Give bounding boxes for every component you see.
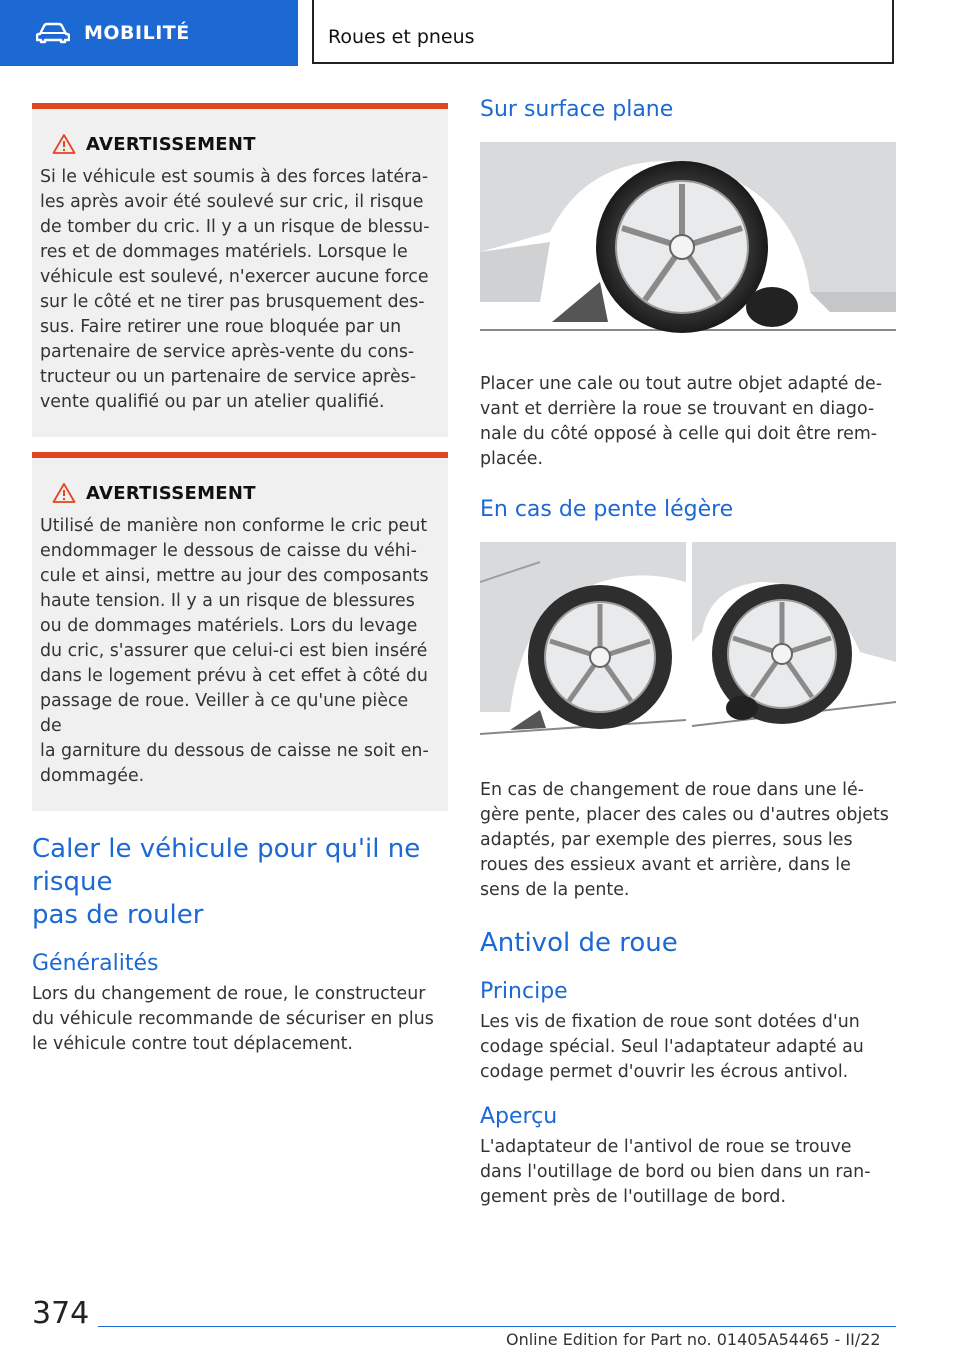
- right-column: [480, 96, 896, 1210]
- warning-triangle-icon: [52, 482, 76, 504]
- generalites-text: Lors du changement de roue, le constructeur du véhicule recommande de sécuriser en plus le véhicule contre tout déplacement.: [32, 984, 434, 1054]
- page-number: 374: [32, 1296, 90, 1331]
- wheel-flat-illustration: [480, 142, 896, 334]
- subsection-title-flat: Sur surface plane: [480, 97, 674, 122]
- flat-text: Placer une cale ou tout autre objet adapté de- vant et derrière la roue se trouvant en diago- nale du côté opposé à celle qui doit être rem- placée.: [480, 374, 882, 469]
- warning-box: [32, 103, 448, 437]
- figure-wheel-slope: [480, 542, 896, 740]
- warning-title: AVERTISSEMENT: [86, 482, 256, 504]
- section-label: MOBILITÉ: [84, 22, 190, 44]
- subsection-title-generalites: Généralités: [32, 951, 159, 976]
- slope-text: En cas de changement de roue dans une lé- gère pente, placer des cales ou d'autres objets adaptés, par exemple des pierres, sous les roues des essieux avant et arrière, dans le sens de la pente.: [480, 780, 889, 900]
- footer-divider: [98, 1326, 896, 1327]
- left-column: [32, 103, 448, 1057]
- warning-title: AVERTISSEMENT: [86, 133, 256, 155]
- figure-wheel-flat: [480, 142, 896, 334]
- warning-text: Si le véhicule est soumis à des forces latéra- les après avoir été soulevé sur cric, il risque de tomber du cric. Il y a un risque de blessu- res et de dommages matériels. Lorsque le véhicule est soulevé, n'exercer aucune force sur le côté et ne tirer pas brusquement des- sus. Faire retirer une roue bloquée par un partenaire de service après-vente du cons- tructeur ou un partenaire de service après- vente qualifié ou par un atelier qualifié.: [40, 167, 430, 412]
- section-title: Caler le véhicule pour qu'il ne risque pas de rouler: [32, 834, 421, 930]
- subsection-title-principe: Principe: [480, 979, 568, 1004]
- section-tab: [0, 0, 298, 66]
- chapter-title: Roues et pneus: [328, 26, 475, 48]
- principe-text: Les vis de fixation de roue sont dotées d'un codage spécial. Seul l'adaptateur adapté au codage permet d'ouvrir les écrous antivol.: [480, 1012, 864, 1082]
- warning-text: Utilisé de manière non conforme le cric peut endommager le dessous de caisse du véhi- cule et ainsi, mettre au jour des composants haute tension. Il y a un risque de blessures ou de dommages matériels. Lors du levage du cric, s'assurer que celui-ci est bien inséré dans le logement prévu à cet effet à côté du passage de roue. Veiller à ce qu'une pièce de la garniture du dessous de caisse ne soit en- dommagée.: [40, 516, 429, 786]
- chapter-title-box: [312, 0, 894, 64]
- footer-edition: Online Edition for Part no. 01405A54465 - II/22: [506, 1330, 881, 1349]
- subsection-title-apercu: Aperçu: [480, 1104, 558, 1129]
- section-title-antivol: Antivol de roue: [480, 928, 678, 958]
- warning-box: [32, 452, 448, 811]
- apercu-text: L'adaptateur de l'antivol de roue se trouve dans l'outillage de bord ou bien dans un ran- gement près de l'outillage de bord.: [480, 1137, 871, 1207]
- car-icon: [36, 22, 70, 44]
- warning-triangle-icon: [52, 133, 76, 155]
- subsection-title-slope: En cas de pente légère: [480, 497, 734, 522]
- wheel-slope-illustration: [480, 542, 896, 740]
